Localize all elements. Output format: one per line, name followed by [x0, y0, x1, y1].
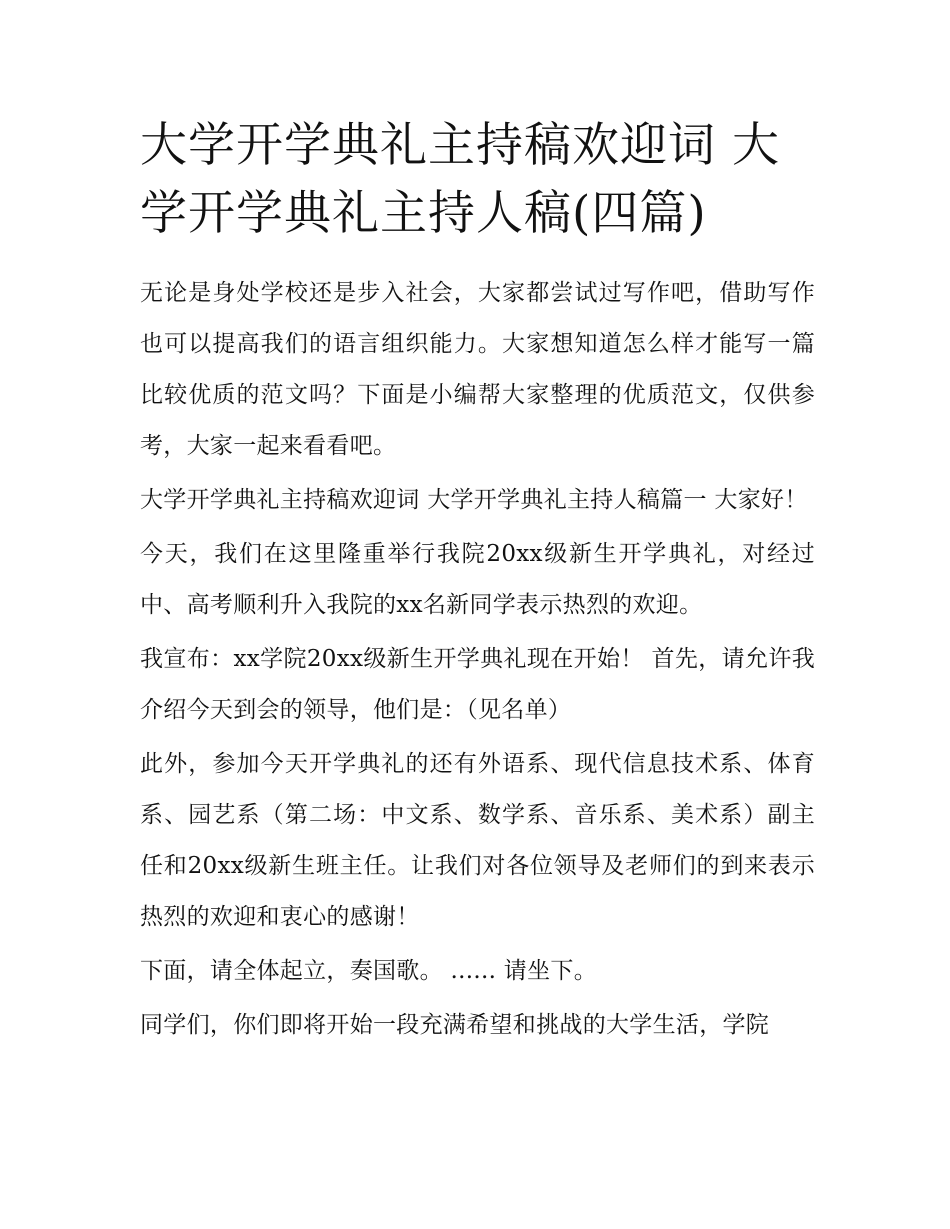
document-page [140, 112, 815, 1054]
paragraph-anthem: 下面，请全体起立，奏国歌。 ...... 请坐下。 [140, 958, 597, 984]
paragraph-announcement: 我宣布：xx学院20xx级新生开学典礼现在开始！ 首先，请允许我介绍今天到会的领导，他们是：（见名单） [140, 646, 815, 723]
paragraph-intro: 无论是身处学校还是步入社会，大家都尝试过写作吧，借助写作也可以提高我们的语言组织能力。大家想知道怎么样才能写一篇比较优质的范文吗？下面是小编帮大家整理的优质范文，仅供参考，大家一起来看看吧。 [140, 280, 815, 459]
paragraph-attendees: 此外，参加今天开学典礼的还有外语系、现代信息技术系、体育系、园艺系（第二场：中文系、数学系、音乐系、美术系）副主任和20xx级新生班主任。让我们对各位领导及老师们的到来表示热烈的欢迎和衷心的感谢！ [140, 751, 815, 930]
paragraph-welcome: 今天，我们在这里隆重举行我院20xx级新生开学典礼，对经过中、高考顺利升入我院的xx名新同学表示热烈的欢迎。 [140, 541, 815, 618]
paragraph-students: 同学们，你们即将开始一段充满希望和挑战的大学生活，学院 [140, 1012, 770, 1038]
document-title: 大学开学典礼主持稿欢迎词 大学开学典礼主持人稿(四篇) [140, 118, 780, 241]
paragraph-greeting: 大学开学典礼主持稿欢迎词 大学开学典礼主持人稿篇一 大家好！ [140, 487, 808, 513]
